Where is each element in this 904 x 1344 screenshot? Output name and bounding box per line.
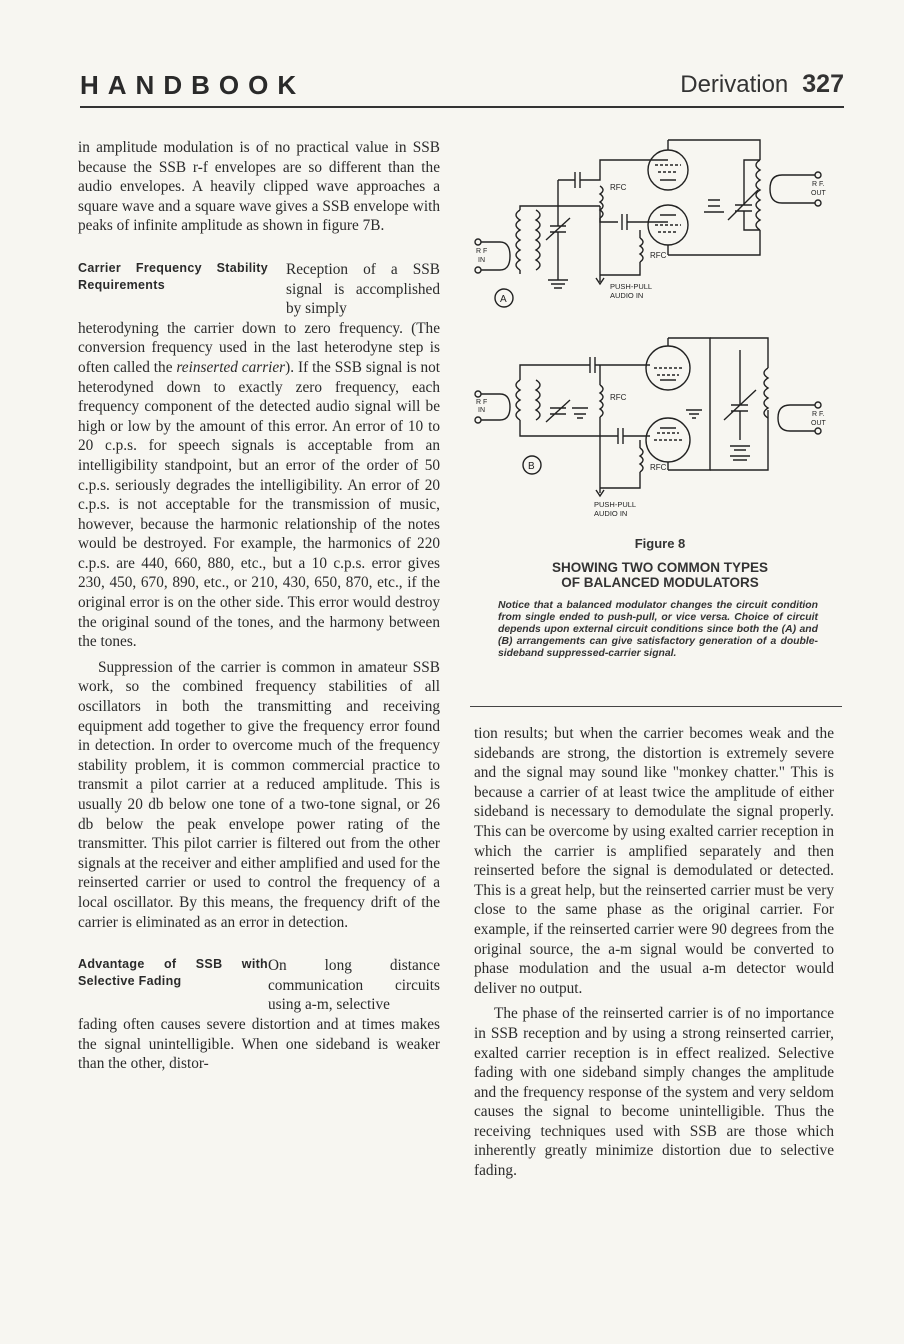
coupling-capacitor — [580, 357, 650, 373]
tube-elements — [660, 338, 676, 380]
rf-out-label: OUT — [811, 190, 826, 197]
output-coil — [756, 160, 760, 230]
input-coil — [536, 380, 540, 420]
tube-grid — [654, 433, 682, 440]
rf-in-label: R F — [476, 399, 488, 406]
circuit-label: B — [528, 461, 535, 472]
bypass-capacitor — [704, 200, 724, 212]
wire — [520, 365, 600, 436]
coupling-capacitor — [558, 160, 650, 188]
link-coil — [500, 242, 510, 270]
input-coil — [536, 210, 540, 270]
rfc-choke — [640, 238, 643, 262]
rfc-choke — [640, 448, 643, 472]
wire — [744, 160, 760, 230]
paragraph: tion results; but when the carrier becomes weak and the sidebands are strong, the distortion is extremely severe and the signal may sound like "monkey chatter." This is because a carrier of at least twice the amplitude of either sideband is necessary to demodulate the signal properly. This can be overcome by using exalted carrier reception in which the carrier is amplified separately and then reinserted before the signal is demodulated or detected. This is a great help, but the reinserted carrier must be very close to the same phase as the original carrier. For example, if the reinserted carrier were 90 degrees from the original source, the a-m signal would be converted to phase modulation and the usual a-m detector would deliver no output. — [474, 725, 834, 997]
paragraph: in amplitude modulation is of no practical value in SSB because the SSB r-f envelopes are so different than the audio envelopes. A heavily clipped wave approaches a square wave and a square wave gives a SSB envelope with peaks of infinite amplitude as shown in figure 7B. — [78, 139, 440, 235]
push-pull-label: AUDIO IN — [594, 509, 628, 518]
figure-label: Figure 8 — [634, 536, 686, 551]
ground-symbol — [572, 408, 588, 418]
tube-grid — [655, 165, 681, 172]
terminal — [815, 200, 821, 206]
input-coil — [516, 210, 520, 270]
push-pull-label: AUDIO IN — [610, 291, 644, 300]
paragraph: fading often causes severe distortion and at times makes the signal unintelligible. When one sideband is weaker than the other, distor- — [78, 1015, 440, 1073]
link-coil — [500, 394, 510, 420]
caption-rule — [470, 706, 842, 707]
section-heading: Advantage of SSB with Selective Fading — [78, 957, 268, 989]
paragraph: Suppression of the carrier is common in amateur SSB work, so the combined frequency stabilities of all oscillators in both the transmitting and receiving equipment add together to give the frequency error found in detection. In order to overcome much of the frequency stability problem, it is common commercial practice to transmit a pilot carrier at a reduced amplitude. This is usually 20 db below one tone of a two-tone signal, or 26 db below the peak envelope power rating of the transmitter. This pilot carrier is filtered out from the other signals at the receiver and either amplified and used for the reinserted carrier or used to control the frequency of a local oscillator. By this means, the frequency drift of the carrier is eliminated as an error in detection. — [78, 658, 440, 931]
rfc-choke — [600, 385, 603, 417]
figure-title — [480, 560, 840, 590]
tuning-capacitor — [728, 190, 758, 220]
circuit-b — [475, 338, 821, 496]
page-number: 327 — [802, 70, 844, 98]
section-heading: Carrier Frequency Stability Requirements — [78, 260, 268, 292]
output-link — [770, 175, 815, 203]
rf-out-label: R F. — [812, 411, 825, 418]
wire — [481, 242, 500, 270]
vacuum-tube — [648, 150, 688, 190]
rf-out-label: R F. — [812, 181, 825, 188]
coupling-capacitor — [600, 428, 650, 444]
right-column — [474, 724, 834, 1181]
terminal — [815, 172, 821, 178]
push-pull-label: PUSH-PULL — [594, 500, 637, 509]
rfc-label: RFC — [650, 463, 667, 472]
figure-title-line: OF BALANCED MODULATORS — [561, 575, 759, 590]
section-lead: On long distance communication circuits using a-m, selective — [268, 957, 440, 1014]
wire — [668, 140, 760, 255]
tube-grid — [654, 368, 682, 375]
emphasis: reinserted carrier — [176, 358, 286, 376]
terminal — [475, 239, 481, 245]
terminal — [475, 417, 481, 423]
ground-symbol — [686, 410, 702, 418]
wire — [600, 365, 640, 493]
rf-in-label: IN — [478, 257, 485, 264]
bypass-capacitor — [730, 446, 750, 460]
ground-symbol — [548, 280, 568, 288]
section-name: Derivation — [680, 71, 789, 98]
rfc-label: RFC — [650, 251, 667, 260]
terminal — [475, 391, 481, 397]
text-run: heterodyning the carrier down to zero frequency. (The conversion frequency used in the last heterodyne step is often called the — [78, 319, 440, 376]
section-lead: Reception of a SSB signal is accomplished by simply — [286, 260, 440, 318]
tuning-capacitor — [546, 400, 570, 422]
vacuum-tube — [646, 346, 690, 390]
output-link — [778, 405, 815, 431]
rf-in-label: R F — [476, 248, 488, 255]
tube-grid — [655, 225, 681, 232]
text-run: ). If the SSB signal is not heterodyned down to exactly zero frequency, each frequency component of the detected audio signal will be high or low by the amount of this error. An error of 10 to 20 c.p.s. for speech signals is acceptable from an intelligibility standpoint, but an error of the order of 50 c.p.s. seriously degrades the intelligibility. An error of 20 c.p.s. is not acceptable for the transmission of music, however, because the harmonic relationship of the notes would be destroyed. For example, the harmonics of 220 c.p.s. are 440, 660, 880, etc., but a 10 c.p.s. error gives 230, 450, 670, 890, etc., or 210, 430, 650, 870, etc., if the original error is on the other side. This error would destroy the original sound of the tones, and the harmony between the tones. — [78, 358, 440, 651]
wire — [668, 338, 710, 470]
push-pull-label: PUSH-PULL — [610, 282, 653, 291]
wire — [600, 218, 640, 275]
circuit-label: A — [500, 294, 507, 305]
paragraph: The phase of the reinserted carrier is of no importance in SSB reception and by using a strong reinserted carrier, exalted carrier reception is in effect realized. Selective fading with one sideband simply changes the amplitude and the frequency response of the system and very seldom causes the signal to become unintelligible. Thus the receiving techniques used with SSB are those which inherently greatly minimize distortion due to selective fading. — [474, 1005, 834, 1180]
wire — [520, 206, 600, 274]
running-title: HANDBOOK — [80, 70, 306, 100]
rf-out-label: OUT — [811, 420, 826, 427]
figure-title-line: SHOWING TWO COMMON TYPES — [552, 560, 768, 575]
rfc-label: RFC — [610, 393, 627, 402]
vacuum-tube — [646, 418, 690, 462]
terminal — [815, 402, 821, 408]
coupling-capacitor — [600, 206, 650, 230]
terminal — [815, 428, 821, 434]
tube-elements — [660, 215, 676, 255]
rf-in-label: IN — [478, 407, 485, 414]
rfc-label: RFC — [610, 183, 627, 192]
input-coil — [516, 380, 520, 420]
figure-caption: Notice that a balanced modulator changes the circuit condition from single ended to push-pull, or vice versa. Choice of circuit depends upon external circuit conditions since both the (A) and (B) arrangements can give satisfactory generation of a double-sideband suppressed-carrier signal. — [498, 600, 818, 659]
terminal — [475, 267, 481, 273]
